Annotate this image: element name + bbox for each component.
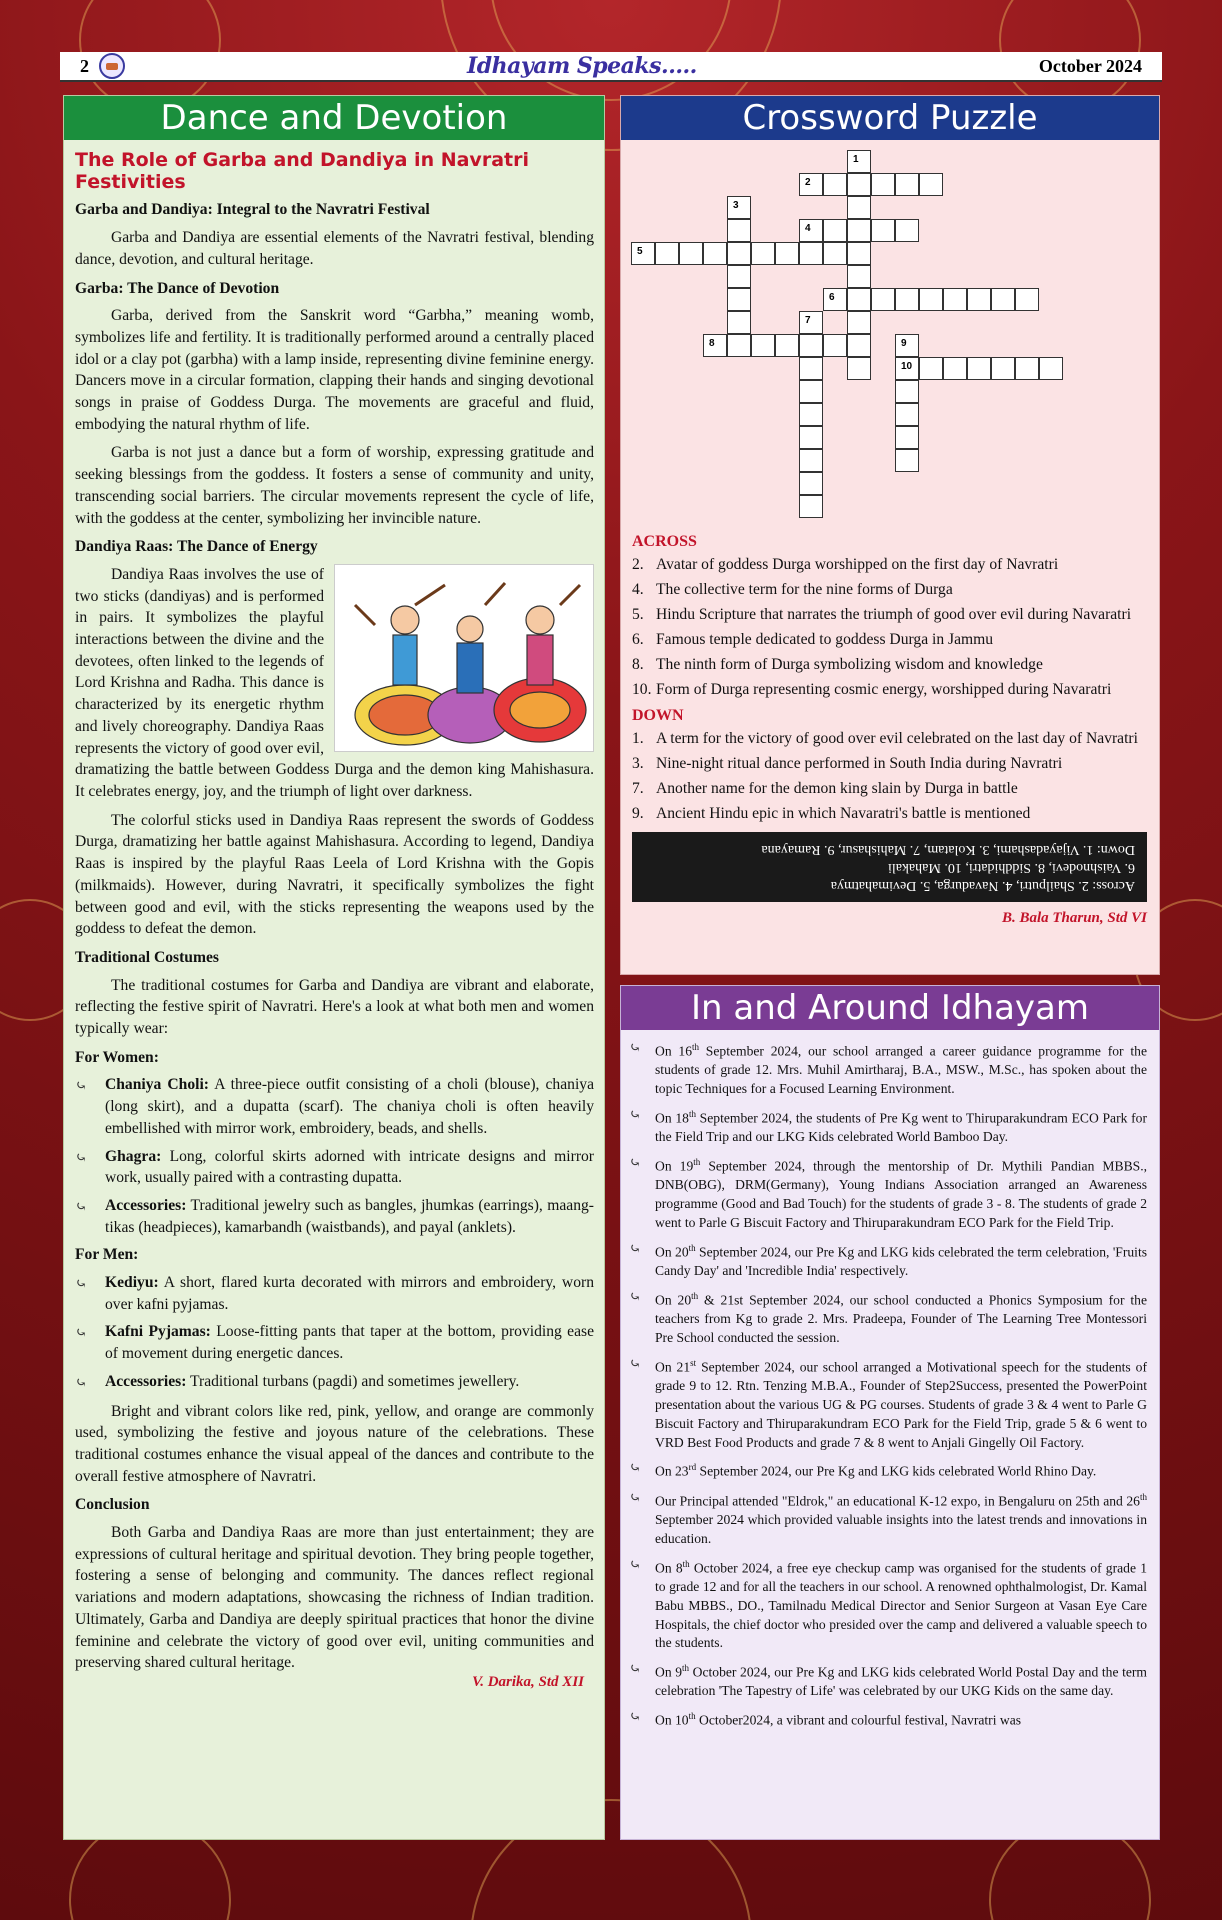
crossword-cell[interactable]	[895, 357, 919, 380]
news-item	[629, 1038, 1147, 1099]
clue-item	[632, 779, 1147, 799]
paragraph: Both Garba and Dandiya Raas are more than just entertainment; they are expressions of cultural heritage and spiritual devotion. They bring people together, fostering a sense of belonging and community. The dances reflect regional variations and modern adaptations, showcasing the richness of Indian tradition. Ultimately, Garba and Dandiya are deeply spiritual practices that honor the divine feminine and celebrate the victory of good over evil, uniting communities and preserving shared cultural heritage.	[75, 1524, 594, 1672]
clue-number: 2.	[632, 556, 644, 573]
bullet-icon: ⤿	[629, 1662, 641, 1678]
definition: Traditional jewelry such as bangles, jhumkas (earrings), maang-tikas (headpieces), kamarbandh (waistbands), and payal (anklets).	[105, 1196, 594, 1236]
clue-text: Hindu Scripture that narrates the triumph of good over evil during Navaratri	[656, 606, 1132, 623]
subheading-women: For Women:	[75, 1048, 159, 1066]
news-text: On 10th October2024, a vibrant and colourful festival, Navratri was	[655, 1711, 1022, 1728]
page-number: 2	[80, 55, 89, 76]
bullet-icon: ⤿	[629, 1356, 641, 1372]
clue-text: The ninth form of Durga symbolizing wisdom and knowledge	[656, 656, 1043, 673]
crossword-cell[interactable]	[799, 495, 823, 518]
definition: A three-piece outfit consisting of a choli (blouse), chaniya (long skirt), and a dupatta (scarf). The chaniya choli is often heavily embellished with mirror work, embroidery, beads, and shells.	[105, 1076, 594, 1137]
paragraph: Garba is not just a dance but a form of worship, expressing gratitude and seeking blessings from the goddess. It fosters a sense of community and unity, transcending social barriers. The circular movements represent the cycle of life, with the goddess at the center, symbolizing her invincible nature.	[75, 444, 594, 527]
article-subtitle: The Role of Garba and Dandiya in Navratri Festivities	[75, 149, 529, 193]
crossword-banner: Crossword Puzzle	[621, 96, 1159, 140]
crossword-cell[interactable]	[919, 288, 943, 311]
answer-line: 6. Vaishnodevi, 8. Siddhidatri, 10. Mahakali	[887, 860, 1135, 875]
crossword-cell[interactable]	[895, 426, 919, 449]
term: Accessories:	[105, 1372, 187, 1390]
bullet-icon: ⤿	[629, 1156, 641, 1172]
news-text: On 8th October 2024, a free eye checkup camp was organised for the students of grade 1 to grade 12 and for all the teachers in our school. A renowned ophthalmologist, Dr. Kamal Babu MBBS., DO., Tamilnadu Medical Director and Senior Surgeon at Vasan Eye Care Hospitals, the chief doctor who presided over the camp and delivered a valuable speech to the students.	[655, 1558, 1147, 1651]
list-item	[75, 1146, 594, 1189]
crossword-grid	[621, 140, 1159, 520]
paragraph: Bright and vibrant colors like red, pink, yellow, and orange are commonly used, symbolizing the festive and joyous nature of the celebrations. These traditional costumes enhance the visual appeal of the dances and contribute to the overall festive atmosphere of Navratri.	[75, 1402, 594, 1485]
crossword-cell[interactable]	[847, 265, 871, 288]
page-header	[60, 52, 1162, 82]
crossword-cell[interactable]	[823, 173, 847, 196]
crossword-cell[interactable]	[727, 196, 751, 219]
news-item	[629, 1488, 1147, 1549]
news-text: On 20th & 21st September 2024, our school conducted a Phonics Symposium for the teachers from Kg to grade 2. Mrs. Pradeepa, Founder of The Learning Tree Montessori Pre School conducted the session.	[655, 1290, 1147, 1346]
issue-date: October 2024	[1038, 55, 1142, 76]
subheading-men: For Men:	[75, 1246, 139, 1264]
clue-number: 1.	[632, 730, 644, 747]
section-heading: Traditional Costumes	[75, 948, 219, 966]
crossword-cell[interactable]	[967, 357, 991, 380]
clue-number: 10.	[632, 681, 652, 698]
bullet-icon: ⤿	[629, 1041, 641, 1056]
crossword-cell[interactable]	[967, 288, 991, 311]
bullet-icon: ⤿	[629, 1461, 641, 1477]
definition: Traditional turbans (pagdi) and sometimes jewellery.	[186, 1372, 520, 1390]
page-number-group	[80, 53, 125, 79]
crossword-cell[interactable]	[1015, 357, 1039, 380]
crossword-cell[interactable]	[847, 357, 871, 380]
crossword-cell[interactable]	[799, 334, 823, 357]
term: Chaniya Choli:	[105, 1076, 209, 1094]
news-banner: In and Around Idhayam	[621, 986, 1159, 1030]
bullet-icon: ⤿	[629, 1241, 641, 1257]
clue-number: 2	[805, 177, 811, 188]
clue-number: 9	[901, 338, 907, 349]
crossword-cell[interactable]	[799, 173, 823, 196]
paragraph: The traditional costumes for Garba and Dandiya are vibrant and elaborate, reflecting the festive spirit of Navratri. Here's a look at what both men and women typically wear:	[75, 976, 594, 1038]
clue-number: 3.	[632, 755, 644, 772]
crossword-cell[interactable]	[895, 380, 919, 403]
list-item	[75, 1074, 594, 1139]
clue-number: 7.	[632, 780, 644, 797]
clue-number: 3	[733, 200, 739, 211]
clue-number: 8.	[632, 656, 644, 673]
crossword-puzzle	[620, 95, 1160, 975]
paragraph: Garba and Dandiya are essential elements of the Navratri festival, blending dance, devotion, and cultural heritage.	[75, 229, 594, 268]
definition: Loose-fitting pants that taper at the bottom, providing ease of movement during energetic dances.	[105, 1323, 595, 1363]
crossword-cell[interactable]	[847, 219, 871, 242]
crossword-cell[interactable]	[799, 242, 823, 265]
list-item	[75, 1195, 594, 1238]
news-text: On 16th September 2024, our school arranged a career guidance programme for the students of grade 12. Mrs. Muhil Amirtharaj, B.A., MSW., M.Sc., has spoken about the topic Techniques for a Focused Learning Environment.	[655, 1042, 1147, 1097]
crossword-cell[interactable]	[847, 334, 871, 357]
section-heading: Garba and Dandiya: Integral to the Navratri Festival	[75, 201, 430, 219]
news-text: Our Principal attended "Eldrok," an educational K-12 expo, in Bengaluru on 25th and 26th September 2024 which provided valuable insights into the latest trends and innovations in education.	[655, 1491, 1147, 1546]
crossword-cell[interactable]	[823, 288, 847, 311]
crossword-cell[interactable]	[895, 173, 919, 196]
clue-text: Ancient Hindu epic in which Navaratri's battle is mentioned	[656, 805, 1031, 822]
answer-key	[632, 832, 1147, 902]
definition: A short, flared kurta decorated with mirrors and embroidery, worn over kafni pyjamas.	[105, 1274, 594, 1313]
clue-item	[632, 754, 1147, 774]
dandiya-dancers-illustration	[334, 564, 594, 752]
women-costume-list	[75, 1074, 594, 1238]
clue-number: 7	[805, 315, 811, 326]
down-clues	[632, 729, 1147, 824]
clue-text: Famous temple dedicated to goddess Durga in Jammu	[656, 631, 994, 648]
crossword-cell[interactable]	[871, 288, 895, 311]
men-costume-list	[75, 1272, 594, 1395]
crossword-cell[interactable]	[991, 288, 1015, 311]
crossword-cell[interactable]	[679, 242, 703, 265]
crossword-cell[interactable]	[895, 288, 919, 311]
crossword-cell[interactable]	[847, 173, 871, 196]
crossword-cell[interactable]	[895, 449, 919, 472]
crossword-cell[interactable]	[847, 242, 871, 265]
across-heading: ACROSS	[632, 533, 697, 550]
bullet-icon: ⤿	[629, 1289, 641, 1305]
crossword-cell[interactable]	[823, 219, 847, 242]
news-text: On 21st September 2024, our school arranged a Motivational speech for the students of grade 9 to 12. Rtn. Tenzing M.B.A., Founder of Step2Success, presented the PowerPoint presentation about the various UG & PG courses. Students of grade 3 & 4 went to Parle G Biscuit Factory and Thiruparakundram ECO Park for the Field Trip, grade 5 & 6 went to VRD Best Food Products and grade 7 & 8 went to Anjali Gingelly Oil Factory.	[655, 1357, 1147, 1450]
news-item	[629, 1458, 1147, 1481]
crossword-cell[interactable]	[991, 357, 1015, 380]
bullet-icon: ⤿	[75, 1150, 87, 1166]
news-text: On 20th September 2024, our Pre Kg and LKG kids celebrated the term celebration, 'Fruits Candy Day' and 'Incredible India' respectively.	[655, 1242, 1148, 1279]
clue-number: 5.	[632, 606, 644, 623]
bullet-icon: ⤿	[629, 1490, 641, 1506]
crossword-cell[interactable]	[703, 242, 727, 265]
news-item	[629, 1239, 1147, 1281]
paragraph: Garba, derived from the Sanskrit word “Garbha,” meaning womb, symbolizes life and fertility. It is traditionally performed around a centrally placed idol or a clay pot (garbha) with a lamp inside, representing divine feminine energy. Dancers move in a circular formation, clapping their hands and singing devotional songs in praise of Goddess Durga. The movements are graceful and fluid, embodying the natural rhythm of life.	[75, 307, 594, 433]
clue-number: 4	[805, 223, 811, 234]
news-text: On 18th September 2024, the students of Pre Kg went to Thiruparakundram ECO Park for the Field Trip and our LKG Kids celebrated World Bamboo Day.	[655, 1108, 1147, 1145]
news-item	[629, 1153, 1147, 1233]
crossword-author: B. Bala Tharun, Std VI	[1001, 910, 1147, 926]
crossword-cell[interactable]	[943, 357, 967, 380]
news-item	[629, 1105, 1147, 1147]
term: Ghagra:	[105, 1147, 162, 1165]
section-heading: Conclusion	[75, 1496, 150, 1514]
crossword-cell[interactable]	[775, 242, 799, 265]
news-item	[629, 1659, 1147, 1701]
crossword-cell[interactable]	[799, 449, 823, 472]
crossword-cell[interactable]	[847, 288, 871, 311]
news-item	[629, 1707, 1147, 1730]
bullet-icon: ⤿	[629, 1710, 641, 1726]
crossword-cell[interactable]	[799, 219, 823, 242]
crossword-cell[interactable]	[799, 357, 823, 380]
crossword-cell[interactable]	[943, 288, 967, 311]
crossword-cell[interactable]	[631, 242, 655, 265]
clue-text: Avatar of goddess Durga worshipped on the first day of Navratri	[656, 556, 1059, 573]
clue-text: Another name for the demon king slain by Durga in battle	[656, 780, 1018, 797]
crossword-cell[interactable]	[799, 426, 823, 449]
crossword-cell[interactable]	[871, 219, 895, 242]
across-clues	[632, 555, 1147, 700]
clue-item	[632, 729, 1147, 749]
list-item	[75, 1272, 594, 1315]
crossword-cell[interactable]	[727, 242, 751, 265]
clue-item	[632, 680, 1147, 700]
bullet-icon: ⤿	[75, 1277, 87, 1293]
crossword-cell[interactable]	[823, 334, 847, 357]
crossword-cell[interactable]	[799, 380, 823, 403]
list-item	[75, 1321, 594, 1364]
dance-and-devotion-article	[63, 95, 605, 1840]
crossword-cell[interactable]	[1015, 288, 1039, 311]
crossword-cell[interactable]	[799, 472, 823, 495]
crossword-cell[interactable]	[775, 334, 799, 357]
bullet-icon: ⤿	[75, 1079, 87, 1095]
crossword-cell[interactable]	[847, 150, 871, 173]
clue-number: 10	[901, 361, 913, 372]
clue-item	[632, 605, 1147, 625]
bullet-icon: ⤿	[629, 1557, 641, 1573]
crossword-cell[interactable]	[703, 334, 727, 357]
crossword-cell[interactable]	[727, 265, 751, 288]
crossword-cell[interactable]	[655, 242, 679, 265]
clue-item	[632, 804, 1147, 824]
crossword-cell[interactable]	[799, 311, 823, 334]
clue-number: 9.	[632, 805, 644, 822]
clue-number: 6.	[632, 631, 644, 648]
clue-number: 4.	[632, 581, 644, 598]
term: Accessories:	[105, 1196, 187, 1214]
in-and-around-idhayam	[620, 985, 1160, 1840]
clue-text: Nine-night ritual dance performed in South India during Navratri	[656, 755, 1063, 772]
term: Kafni Pyjamas:	[105, 1323, 211, 1341]
crossword-cell[interactable]	[727, 334, 751, 357]
news-item	[629, 1287, 1147, 1348]
crossword-cell[interactable]	[727, 288, 751, 311]
news-text: On 19th September 2024, through the mentorship of Dr. Mythili Pandian MBBS., DNB(OBG), DRM(Germany), Young Indians Association arranged an Awareness programme (Good and Bad Touch) for the students of grade 3 - 8. The students of grade 2 went to Parle G Biscuit Factory and Thiruparakundram ECO Park for the Field Trip.	[655, 1157, 1147, 1230]
bullet-icon: ⤿	[629, 1107, 641, 1123]
answer-line: Across: 2. Shailputri, 4. Navadurga, 5. Devimahatmya	[830, 878, 1135, 893]
clue-text: The collective term for the nine forms of Durga	[656, 581, 953, 598]
crossword-cell[interactable]	[895, 403, 919, 426]
news-text: On 23rd September 2024, our Pre Kg and LKG kids celebrated World Rhino Day.	[655, 1462, 1097, 1479]
definition: Long, colorful skirts adorned with intricate designs and mirror work, usually paired with a contrasting dupatta.	[105, 1147, 594, 1187]
crossword-cell[interactable]	[871, 173, 895, 196]
term: Kediyu:	[105, 1274, 159, 1292]
clue-number: 6	[829, 292, 835, 303]
article-author: V. Darika, Std XII	[472, 1674, 584, 1690]
crossword-cell[interactable]	[751, 242, 775, 265]
section-heading: Garba: The Dance of Devotion	[75, 279, 280, 297]
clue-number: 5	[637, 246, 643, 257]
news-item	[629, 1354, 1147, 1453]
paragraph: The colorful sticks used in Dandiya Raas represent the swords of Goddess Durga, dramatizing her battle against Mahishasura. According to legend, Dandiya Raas is inspired by the playful Raas Leela of Lord Krishna with the Gopis (milkmaids). However, during Navratri, it specifically symbolizes the fight between good and evil, with the sticks representing the weapons used by the goddess to defeat the demon.	[75, 811, 594, 938]
crossword-cell[interactable]	[919, 357, 943, 380]
school-logo-icon	[99, 53, 125, 79]
clue-text: A term for the victory of good over evil celebrated on the last day of Navratri	[656, 730, 1138, 747]
crossword-cell[interactable]	[847, 196, 871, 219]
crossword-cell[interactable]	[751, 334, 775, 357]
crossword-cell[interactable]	[823, 242, 847, 265]
down-heading: DOWN	[632, 707, 684, 724]
clue-item	[632, 655, 1147, 675]
clue-item	[632, 555, 1147, 575]
clue-item	[632, 580, 1147, 600]
clue-number: 8	[709, 338, 715, 349]
list-item	[75, 1371, 594, 1395]
dandiya-paragraph: Dandiya Raas involves the use of two sticks (dandiyas) and is performed in pairs. It symbolizes the playful interactions between the divine and the devotees, often linked to the legends of Lord Krishna and Radha. This dance is characterized by its energetic rhythm and lively choreography. Dandiya Raas represents the victory of good over evil, dramatizing the battle between Goddess Durga and the demon king Mahishasura. It celebrates energy, joy, and the triumph of light over darkness.	[75, 565, 594, 800]
answer-line: Down: 1. Vijayadashami, 3. Kolatam, 7. Mahishasur, 9. Ramayana	[761, 842, 1135, 857]
clue-number: 1	[853, 154, 859, 165]
news-text: On 9th October 2024, our Pre Kg and LKG kids celebrated World Postal Day and the term celebration 'The Tapestry of Life' was celebrated by our UKG Kids on the same day.	[655, 1663, 1147, 1699]
crossword-cell[interactable]	[727, 311, 751, 334]
bullet-icon: ⤿	[75, 1375, 87, 1391]
clue-text: Form of Durga representing cosmic energy, worshipped during Navaratri	[656, 681, 1112, 698]
crossword-cell[interactable]	[895, 334, 919, 357]
clue-item	[632, 630, 1147, 650]
crossword-cell[interactable]	[799, 403, 823, 426]
crossword-cell[interactable]	[847, 311, 871, 334]
crossword-cell[interactable]	[1039, 357, 1063, 380]
bullet-icon: ⤿	[75, 1199, 87, 1215]
crossword-cell[interactable]	[895, 219, 919, 242]
news-item	[629, 1555, 1147, 1654]
section-heading: Dandiya Raas: The Dance of Energy	[75, 538, 318, 556]
bullet-icon: ⤿	[75, 1326, 87, 1342]
crossword-cell[interactable]	[727, 219, 751, 242]
news-list	[621, 1030, 1159, 1731]
article-banner: Dance and Devotion	[64, 96, 604, 140]
magazine-title: Idhayam Speaks.....	[466, 53, 697, 79]
crossword-cell[interactable]	[919, 173, 943, 196]
